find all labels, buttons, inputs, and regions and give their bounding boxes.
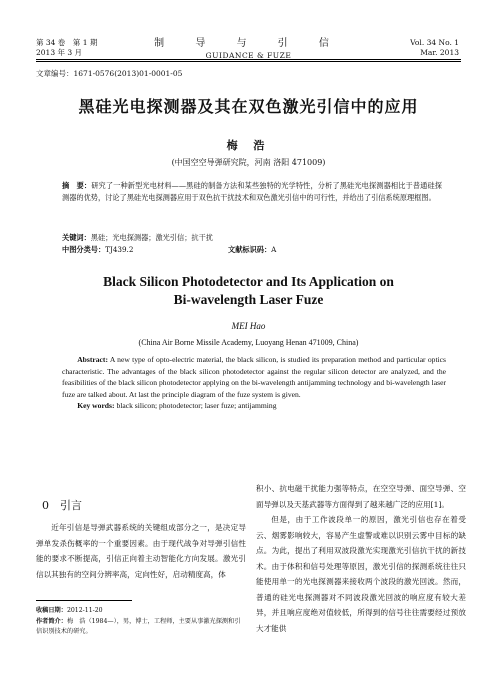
received-date: 2012-11-20 xyxy=(66,607,103,614)
body-right-paragraph-1: 积小、抗电磁干扰能力强等特点，在空空导弹、面空导弹、空面导弹以及天基武器等方面得到了越来越广泛的应用[1]。 xyxy=(256,484,466,509)
date-cn: 2013 年 3 月 xyxy=(36,48,83,57)
keywords-cn-label: 关键词： xyxy=(62,233,91,242)
abstract-en xyxy=(62,354,446,412)
title-en xyxy=(0,273,497,309)
keywords-en-label: Key words: xyxy=(77,401,115,411)
journal-name-en: GUIDANCE & FUZE xyxy=(205,51,292,60)
volume-issue-en: Vol. 34 No. 1 xyxy=(410,38,459,47)
clc-label: 中图分类号： xyxy=(62,245,106,254)
abstract-en-para xyxy=(62,354,446,400)
author-bio: 梅 浩（1984—），男，博士，工程师，主要从事激光探测和引信识别技术的研究。 xyxy=(36,617,241,635)
author-cn: 梅 浩 xyxy=(226,139,271,152)
title-cn: 黑硅光电探测器及其在双色激光引信中的应用 xyxy=(78,97,419,116)
header-rule xyxy=(36,59,461,60)
abstract-cn-label: 摘 要： xyxy=(62,181,92,190)
abstract-en-label: Abstract: xyxy=(77,355,108,364)
author-en: MEI Hao xyxy=(231,321,266,331)
article-number: 文章编号：1671-0576(2013)01-0001-05 xyxy=(36,69,183,78)
classification-row xyxy=(62,244,442,256)
body-right-paragraph-2: 但是，由于工作波段单一的原因，激光引信也存在着受云、烟雾影响较大，容易产生虚警或难以识别云雾中目标的缺点。为此，提出了利用双波段激光实现激光引信抗干扰的新技术。由于体积和信号处理等原因，激光引信的探测系统往往只能使用单一的光电探测器来接收两个波段的激光回波。然而，普通的硅光电探测器对不同波段激光回波的响应度有较大差异，并且响应度绝对值较低，所得到的信号往往需要经过预放大才能供 xyxy=(256,515,466,633)
author-bio-label: 作者简介： xyxy=(36,617,67,625)
footnote-author xyxy=(36,617,246,638)
abstract-en-text: A new type of opto-electric material, the black silicon, is studied its preparation method and particular optics characteristic. The advantages of the black silicon photodetector against the regular silicon detector are analyzed, and the feasibilities of the black silicon photodetector applying on the bi-wavelength antijamming technology and bi-wavelength laser fuze are talked about. At last the principle diagram of the fuze system is given. xyxy=(62,355,446,399)
body-right-column xyxy=(256,481,466,636)
abstract-cn-text: 研究了一种新型光电材料——黑硅的制备方法和某些独特的光学特性，分析了黑硅光电探测器相比于普通硅探测器的优势，讨论了黑硅光电探测器应用于双色抗干扰技术和双色激光引信中的可行性，并给出了引信系统原理框图。 xyxy=(62,181,442,202)
title-en-line1: Black Silicon Photodetector and Its Application on xyxy=(103,274,394,289)
received-label: 收稿日期： xyxy=(36,607,67,614)
body-left-column xyxy=(36,520,246,582)
keywords-cn xyxy=(62,232,442,244)
date-en: Mar. 2013 xyxy=(420,48,459,57)
body-left-paragraph: 近年引信是导弹武器系统的关键组成部分之一，是决定导弹单发杀伤概率的一个重要因素。由于现代战争对导弹引信性能的要求不断提高，引信正向着主动智能化方向发展。激光引信以其独有的空间分辨率高，定向性好，启动精度高，体 xyxy=(36,523,246,579)
footnote-received xyxy=(36,606,246,617)
keywords-en-text: black silicon; photodetector; laser fuze; antijamming xyxy=(116,401,277,411)
section-heading-introduction: 0 引言 xyxy=(42,499,82,512)
journal-name-cn: 制 导 与 引 信 xyxy=(154,38,343,49)
doc-code-label: 文献标识码： xyxy=(228,245,272,254)
doc-code-value: A xyxy=(271,245,277,254)
title-en-line2: Bi-wavelength Laser Fuze xyxy=(173,292,324,307)
header-volume-info-en xyxy=(410,38,459,58)
metadata-cn xyxy=(62,232,442,256)
clc-value: TJ439.2 xyxy=(105,245,134,254)
keywords-cn-text: 黑硅；光电探测器；激光引信；抗干扰 xyxy=(90,233,213,242)
affiliation-en: (China Air Borne Missile Academy, Luoyang Henan 471009, China) xyxy=(138,338,359,347)
header-rule-thin xyxy=(36,61,461,62)
keywords-en xyxy=(62,400,446,412)
footnote-rule xyxy=(36,600,132,601)
volume-issue-cn: 第 34 卷 第 1 期 xyxy=(36,38,98,47)
footnote xyxy=(36,606,246,638)
affiliation-cn: (中国空空导弹研究院，河南 洛阳 471009) xyxy=(171,158,326,167)
abstract-cn xyxy=(62,180,442,203)
